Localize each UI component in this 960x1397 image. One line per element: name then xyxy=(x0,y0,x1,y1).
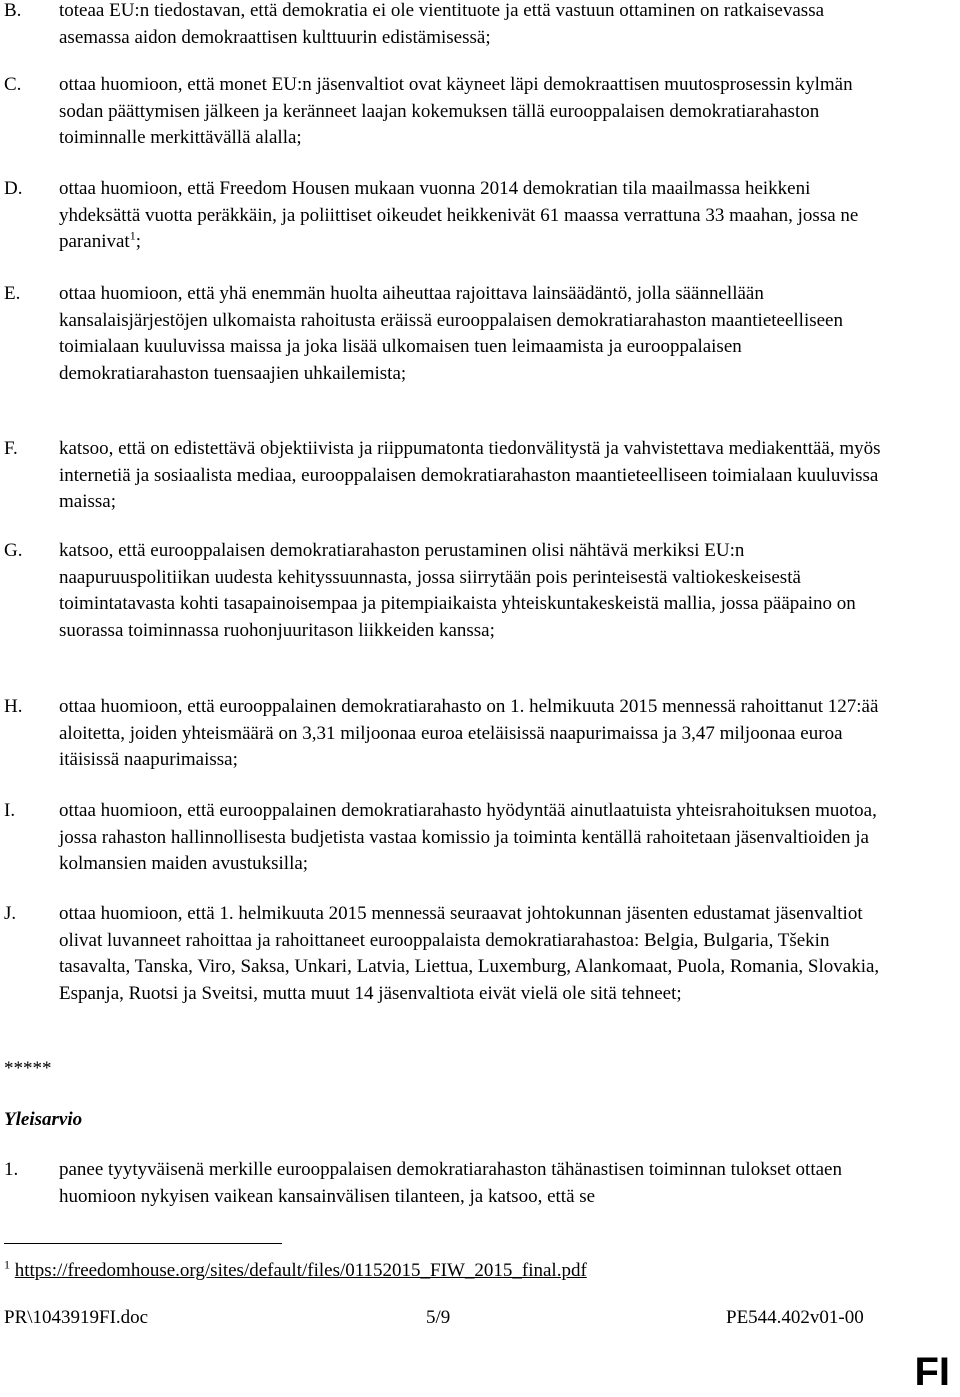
clause-letter: F. xyxy=(4,438,18,459)
footnote-number: 1 xyxy=(4,1257,10,1272)
footer-reference: PE544.402v01-00 xyxy=(726,1307,864,1328)
clause-text-end: ; xyxy=(135,231,141,252)
footer-document-id: PR\1043919FI.doc xyxy=(4,1307,149,1328)
paragraph-1 xyxy=(4,1157,894,1210)
clause-letter: D. xyxy=(4,178,23,199)
clause-f xyxy=(4,436,894,516)
clause-text: ottaa huomioon, että 1. helmikuuta 2015 mennessä seuraavat johtokunnan jäsenten edustamat jäsenvaltiot olivat luvanneet rahoittaa ja rahoittaneet eurooppalaista demokratiarahastoa: Belgia, Bulgaria, Tšekin tasavalta, Tanska, Viro, Saksa, Unkari, Latvia, Liettua, Luxemburg, Alankomaat, Puola, Romania, Slovakia, Espanja, Ruotsi ja Sveitsi, mutta muut 14 jäsenvaltiota eivät vielä ole sitä tehneet; xyxy=(59,903,880,1004)
paragraph-text: panee tyytyväisenä merkille eurooppalaisen demokratiarahaston tähänastisen toiminnan tulokset ottaen huomioon nykyisen vaikean kansainvälisen tilanteen, ja katsoo, että se xyxy=(59,1159,842,1207)
clause-j xyxy=(4,901,894,1007)
clause-letter: E. xyxy=(4,283,21,304)
clause-letter: B. xyxy=(4,0,22,21)
clause-i xyxy=(4,798,894,878)
clause-d xyxy=(4,176,894,256)
footnote-divider xyxy=(4,1243,282,1244)
clause-text: katsoo, että eurooppalaisen demokratiarahaston perustaminen olisi nähtävä merkiksi EU:n naapuruuspolitiikan uudesta kehityssuunnasta, jossa siirrytään pois perinteisestä valtiokeskeisestä toimintatavasta kohti tasapainoisempaa ja pitempiaikaista yhteiskuntakeskeistä mallia, jossa pääpaino on suorassa toiminnassa ruohonjuuritason liikkeiden kanssa; xyxy=(59,540,856,641)
clause-letter: G. xyxy=(4,540,23,561)
clause-letter: C. xyxy=(4,74,22,95)
footer-page-number: 5/9 xyxy=(426,1307,451,1328)
clause-text: toteaa EU:n tiedostavan, että demokratia ei ole vientituote ja että vastuun ottaminen on ratkaisevassa asemassa aidon demokraattisen kulttuurin edistämisessä; xyxy=(59,0,825,48)
clause-text: ottaa huomioon, että eurooppalainen demokratiarahasto on 1. helmikuuta 2015 mennessä rahoittanut 127:ää aloitetta, joiden yhteismäärä on 3,31 miljoonaa euroa eteläisissä naapurimaissa ja 3,47 miljoonaa euroa itäisissä naapurimaissa; xyxy=(59,696,879,770)
clause-letter: H. xyxy=(4,696,23,717)
section-heading: Yleisarvio xyxy=(4,1109,83,1130)
clause-letter: I. xyxy=(4,800,16,821)
language-code: FI xyxy=(914,1350,950,1394)
section-separator: ***** xyxy=(4,1058,52,1079)
clause-g xyxy=(4,538,894,644)
clause-b xyxy=(4,0,894,51)
clause-letter: J. xyxy=(4,903,17,924)
clause-c xyxy=(4,72,894,152)
clause-text: katsoo, että on edistettävä objektiivista ja riippumatonta tiedonvälitystä ja vahvistettava mediakenttää, myös internetiä ja sosiaalista mediaa, eurooppalaisen demokratiarahaston maantieteelliseen toimialaan kuuluvissa maissa; xyxy=(59,438,881,512)
footnote xyxy=(4,1258,587,1285)
clause-text: ottaa huomioon, että Freedom Housen mukaan vuonna 2014 demokratian tila maailmassa heikkeni yhdeksättä vuotta peräkkäin, ja poliittiset oikeudet heikkenivät 61 maassa verrattuna 33 maahan, jossa ne paranivat xyxy=(59,178,859,252)
footnote-link[interactable]: https://freedomhouse.org/sites/default/files/01152015_FIW_2015_final.pdf xyxy=(14,1260,587,1281)
clause-e xyxy=(4,281,894,387)
footnote-reference[interactable]: 1 xyxy=(129,228,136,243)
clause-h xyxy=(4,694,894,774)
clause-text: ottaa huomioon, että monet EU:n jäsenvaltiot ovat käyneet läpi demokraattisen muutosprosessin kylmän sodan päättymisen jälkeen ja keränneet laajan kokemuksen tällä eurooppalaisen demokratiarahaston toiminnalle merkittävällä alalla; xyxy=(59,74,853,148)
paragraph-number: 1. xyxy=(4,1159,19,1180)
clause-text: ottaa huomioon, että yhä enemmän huolta aiheuttaa rajoittava lainsäädäntö, jolla säännellään kansalaisjärjestöjen ulkomaista rahoitusta eräissä eurooppalaisen demokratiarahaston maantieteelliseen toimialaan kuuluvissa maissa ja joka lisää ulkomaisen tuen leimaamista ja eurooppalaisen demokratiarahaston tuensaajien uhkailemista; xyxy=(59,283,843,384)
clause-text: ottaa huomioon, että eurooppalainen demokratiarahasto hyödyntää ainutlaatuista yhteisrahoituksen muotoa, jossa rahaston hallinnollisesta budjetista vastaa komissio ja toiminta kentällä rahoitetaan jäsenvaltioiden ja kolmansien maiden avustuksilla; xyxy=(59,800,877,874)
